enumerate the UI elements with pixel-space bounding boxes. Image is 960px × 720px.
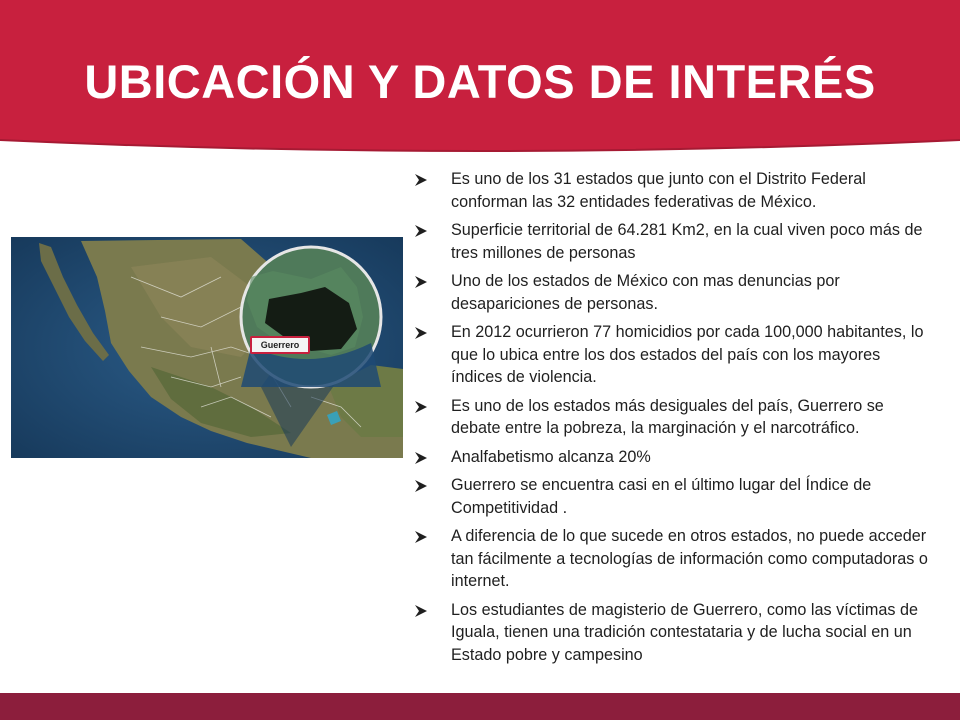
bullet-text: A diferencia de lo que sucede en otros estados, no puede acceder tan fácilmente a tecnologías de información como computadoras o internet. <box>451 527 928 590</box>
arrow-bullet-icon <box>414 604 428 618</box>
arrow-bullet-icon <box>414 173 428 187</box>
bullet-text: Es uno de los 31 estados que junto con el Distrito Federal conforman las 32 entidades federativas de México. <box>451 170 866 211</box>
bullet-item <box>414 168 934 213</box>
arrow-bullet-icon <box>414 479 428 493</box>
bullet-text: Los estudiantes de magisterio de Guerrero, como las víctimas de Iguala, tienen una tradición contestataria y de lucha social en un Estado pobre y campesino <box>451 600 918 664</box>
mexico-satellite-map <box>11 237 403 458</box>
bullet-item <box>414 525 934 593</box>
bullet-item <box>414 395 934 440</box>
bullet-text: En 2012 ocurrieron 77 homicidios por cada 100,000 habitantes, lo que lo ubica entre los dos estados del país con los mayores índices de violencia. <box>451 323 924 386</box>
arrow-bullet-icon <box>414 400 428 414</box>
bullet-item <box>414 599 934 667</box>
footer-band <box>0 693 960 720</box>
bullet-item <box>414 321 934 389</box>
bullet-text: Superficie territorial de 64.281 Km2, en la cual viven poco más de tres millones de personas <box>451 221 923 262</box>
bullet-text: Analfabetismo alcanza 20% <box>451 447 651 466</box>
guerrero-callout <box>250 336 310 354</box>
arrow-bullet-icon <box>414 224 428 238</box>
bullet-text: Guerrero se encuentra casi en el último lugar del Índice de Competitividad . <box>451 476 872 517</box>
bullet-text: Uno de los estados de México con mas denuncias por desapariciones de personas. <box>451 272 840 313</box>
bullet-item <box>414 270 934 315</box>
bullet-text: Es uno de los estados más desiguales del país, Guerrero se debate entre la pobreza, la marginación y el narcotráfico. <box>451 396 884 437</box>
bullet-item <box>414 474 934 519</box>
guerrero-callout-label: Guerrero <box>260 340 300 350</box>
slide-title: UBICACIÓN Y DATOS DE INTERÉS <box>84 55 876 108</box>
mexico-map-image <box>11 237 403 458</box>
facts-bullet-list <box>414 168 934 672</box>
bullet-item <box>414 446 934 469</box>
arrow-bullet-icon <box>414 275 428 289</box>
bullet-item <box>414 219 934 264</box>
arrow-bullet-icon <box>414 451 428 465</box>
arrow-bullet-icon <box>414 326 428 340</box>
arrow-bullet-icon <box>414 530 428 544</box>
